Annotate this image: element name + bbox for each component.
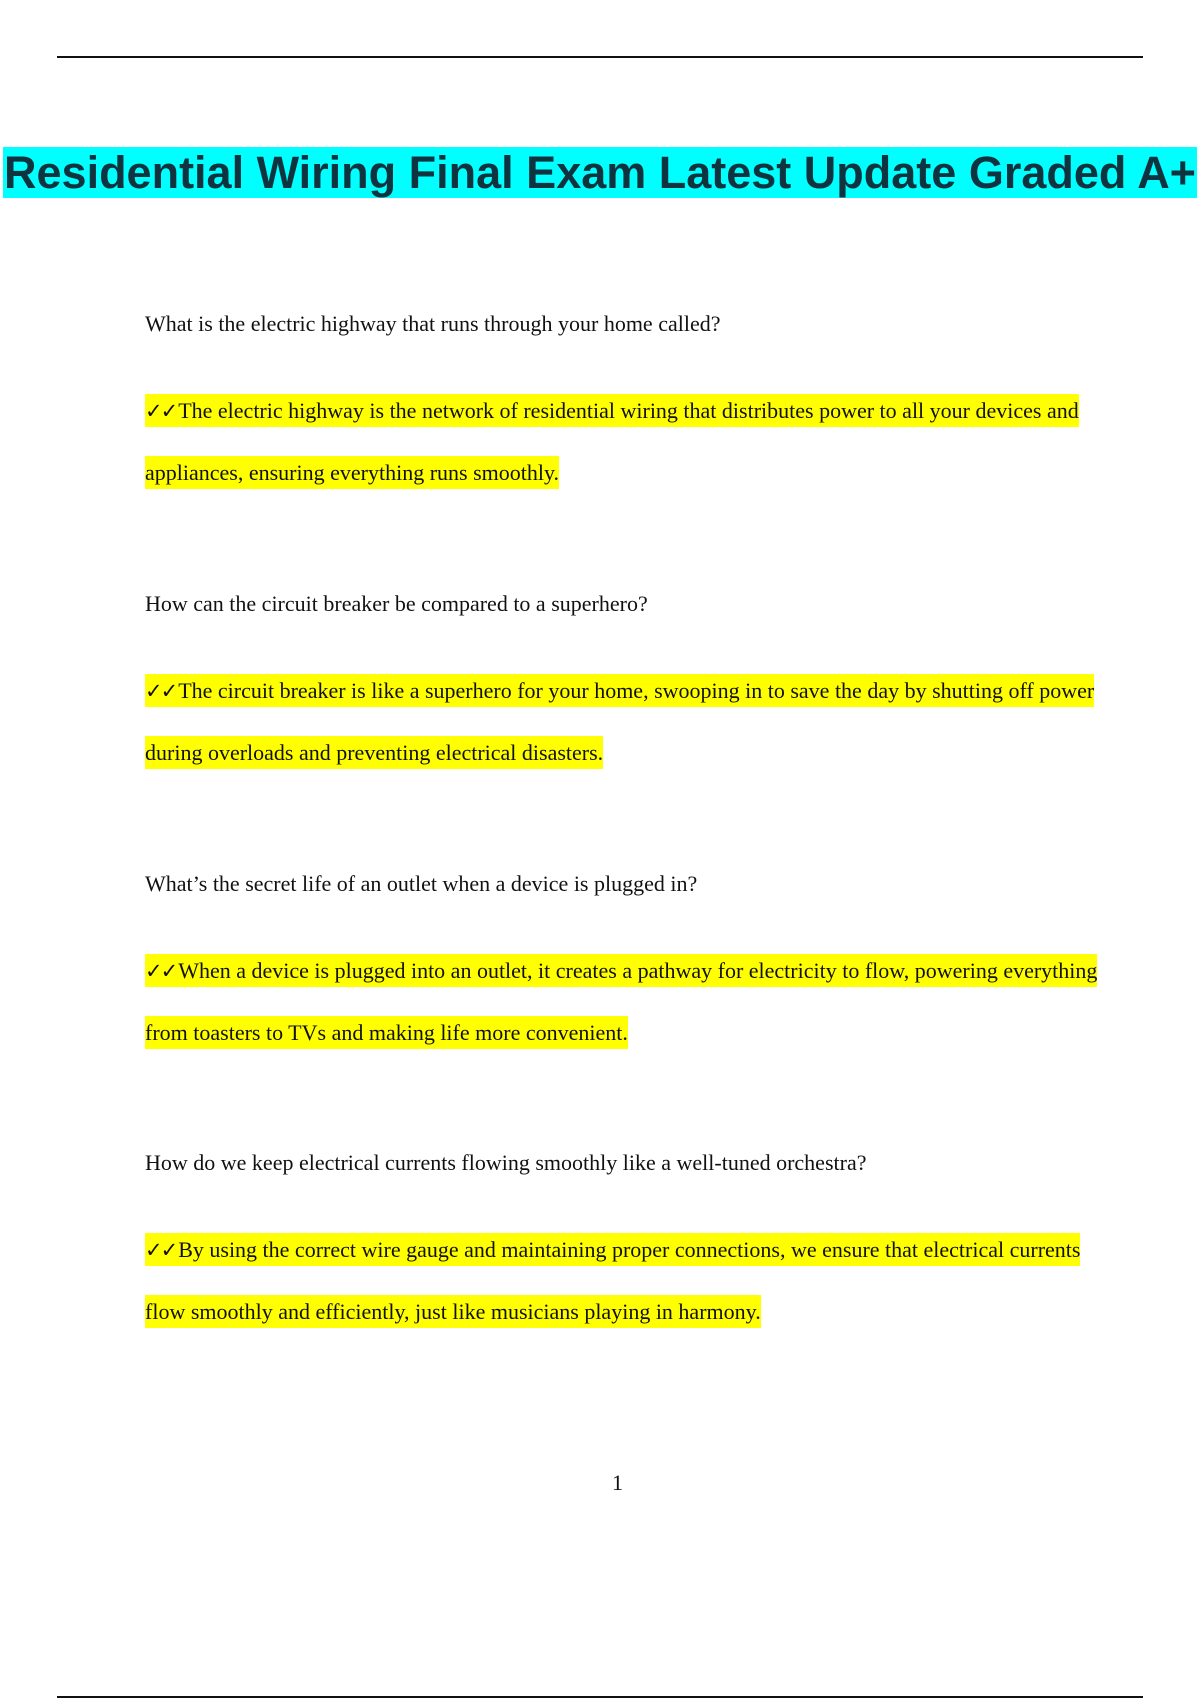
answer-body: When a device is plugged into an outlet, it creates a pathway for electricity to flow, powering everything from toasters to TVs and making life more convenient. [145, 958, 1098, 1045]
qa-item [145, 310, 1105, 503]
answer-text [145, 1219, 1105, 1342]
document-title [0, 145, 1200, 200]
answer-body: By using the correct wire gauge and maintaining proper connections, we ensure that electrical currents flow smoothly and efficiently, just like musicians playing in harmony. [145, 1237, 1081, 1324]
qa-item [145, 870, 1105, 1063]
answer-text [145, 940, 1105, 1063]
check-mark-icon: ✓✓ [145, 399, 177, 423]
answer-highlight [145, 1233, 1080, 1328]
answer-body: The circuit breaker is like a superhero for your home, swooping in to save the day by shutting off power during overloads and preventing electrical disasters. [145, 678, 1095, 765]
page-number: 1 [612, 1470, 623, 1495]
check-mark-icon: ✓✓ [145, 679, 177, 703]
answer-text [145, 380, 1105, 503]
question-text: How do we keep electrical currents flowing smoothly like a well-tuned orchestra? [145, 1150, 867, 1175]
qa-item [145, 590, 1105, 783]
check-mark-icon: ✓✓ [145, 959, 177, 983]
question-text: What is the electric highway that runs through your home called? [145, 311, 721, 336]
answer-body: The electric highway is the network of residential wiring that distributes power to all your devices and appliances, ensuring everything runs smoothly. [145, 398, 1079, 485]
top-rule [57, 56, 1143, 58]
question-text: How can the circuit breaker be compared to a superhero? [145, 591, 648, 616]
answer-text [145, 660, 1105, 783]
answer-highlight [145, 954, 1097, 1049]
title-highlight: Residential Wiring Final Exam Latest Update Graded A+ [4, 147, 1196, 198]
answer-highlight [145, 394, 1079, 489]
qa-item [145, 1149, 1105, 1342]
question-text: What’s the secret life of an outlet when a device is plugged in? [145, 871, 698, 896]
bottom-rule [57, 1696, 1143, 1698]
check-mark-icon: ✓✓ [145, 1238, 177, 1262]
answer-highlight [145, 674, 1094, 769]
